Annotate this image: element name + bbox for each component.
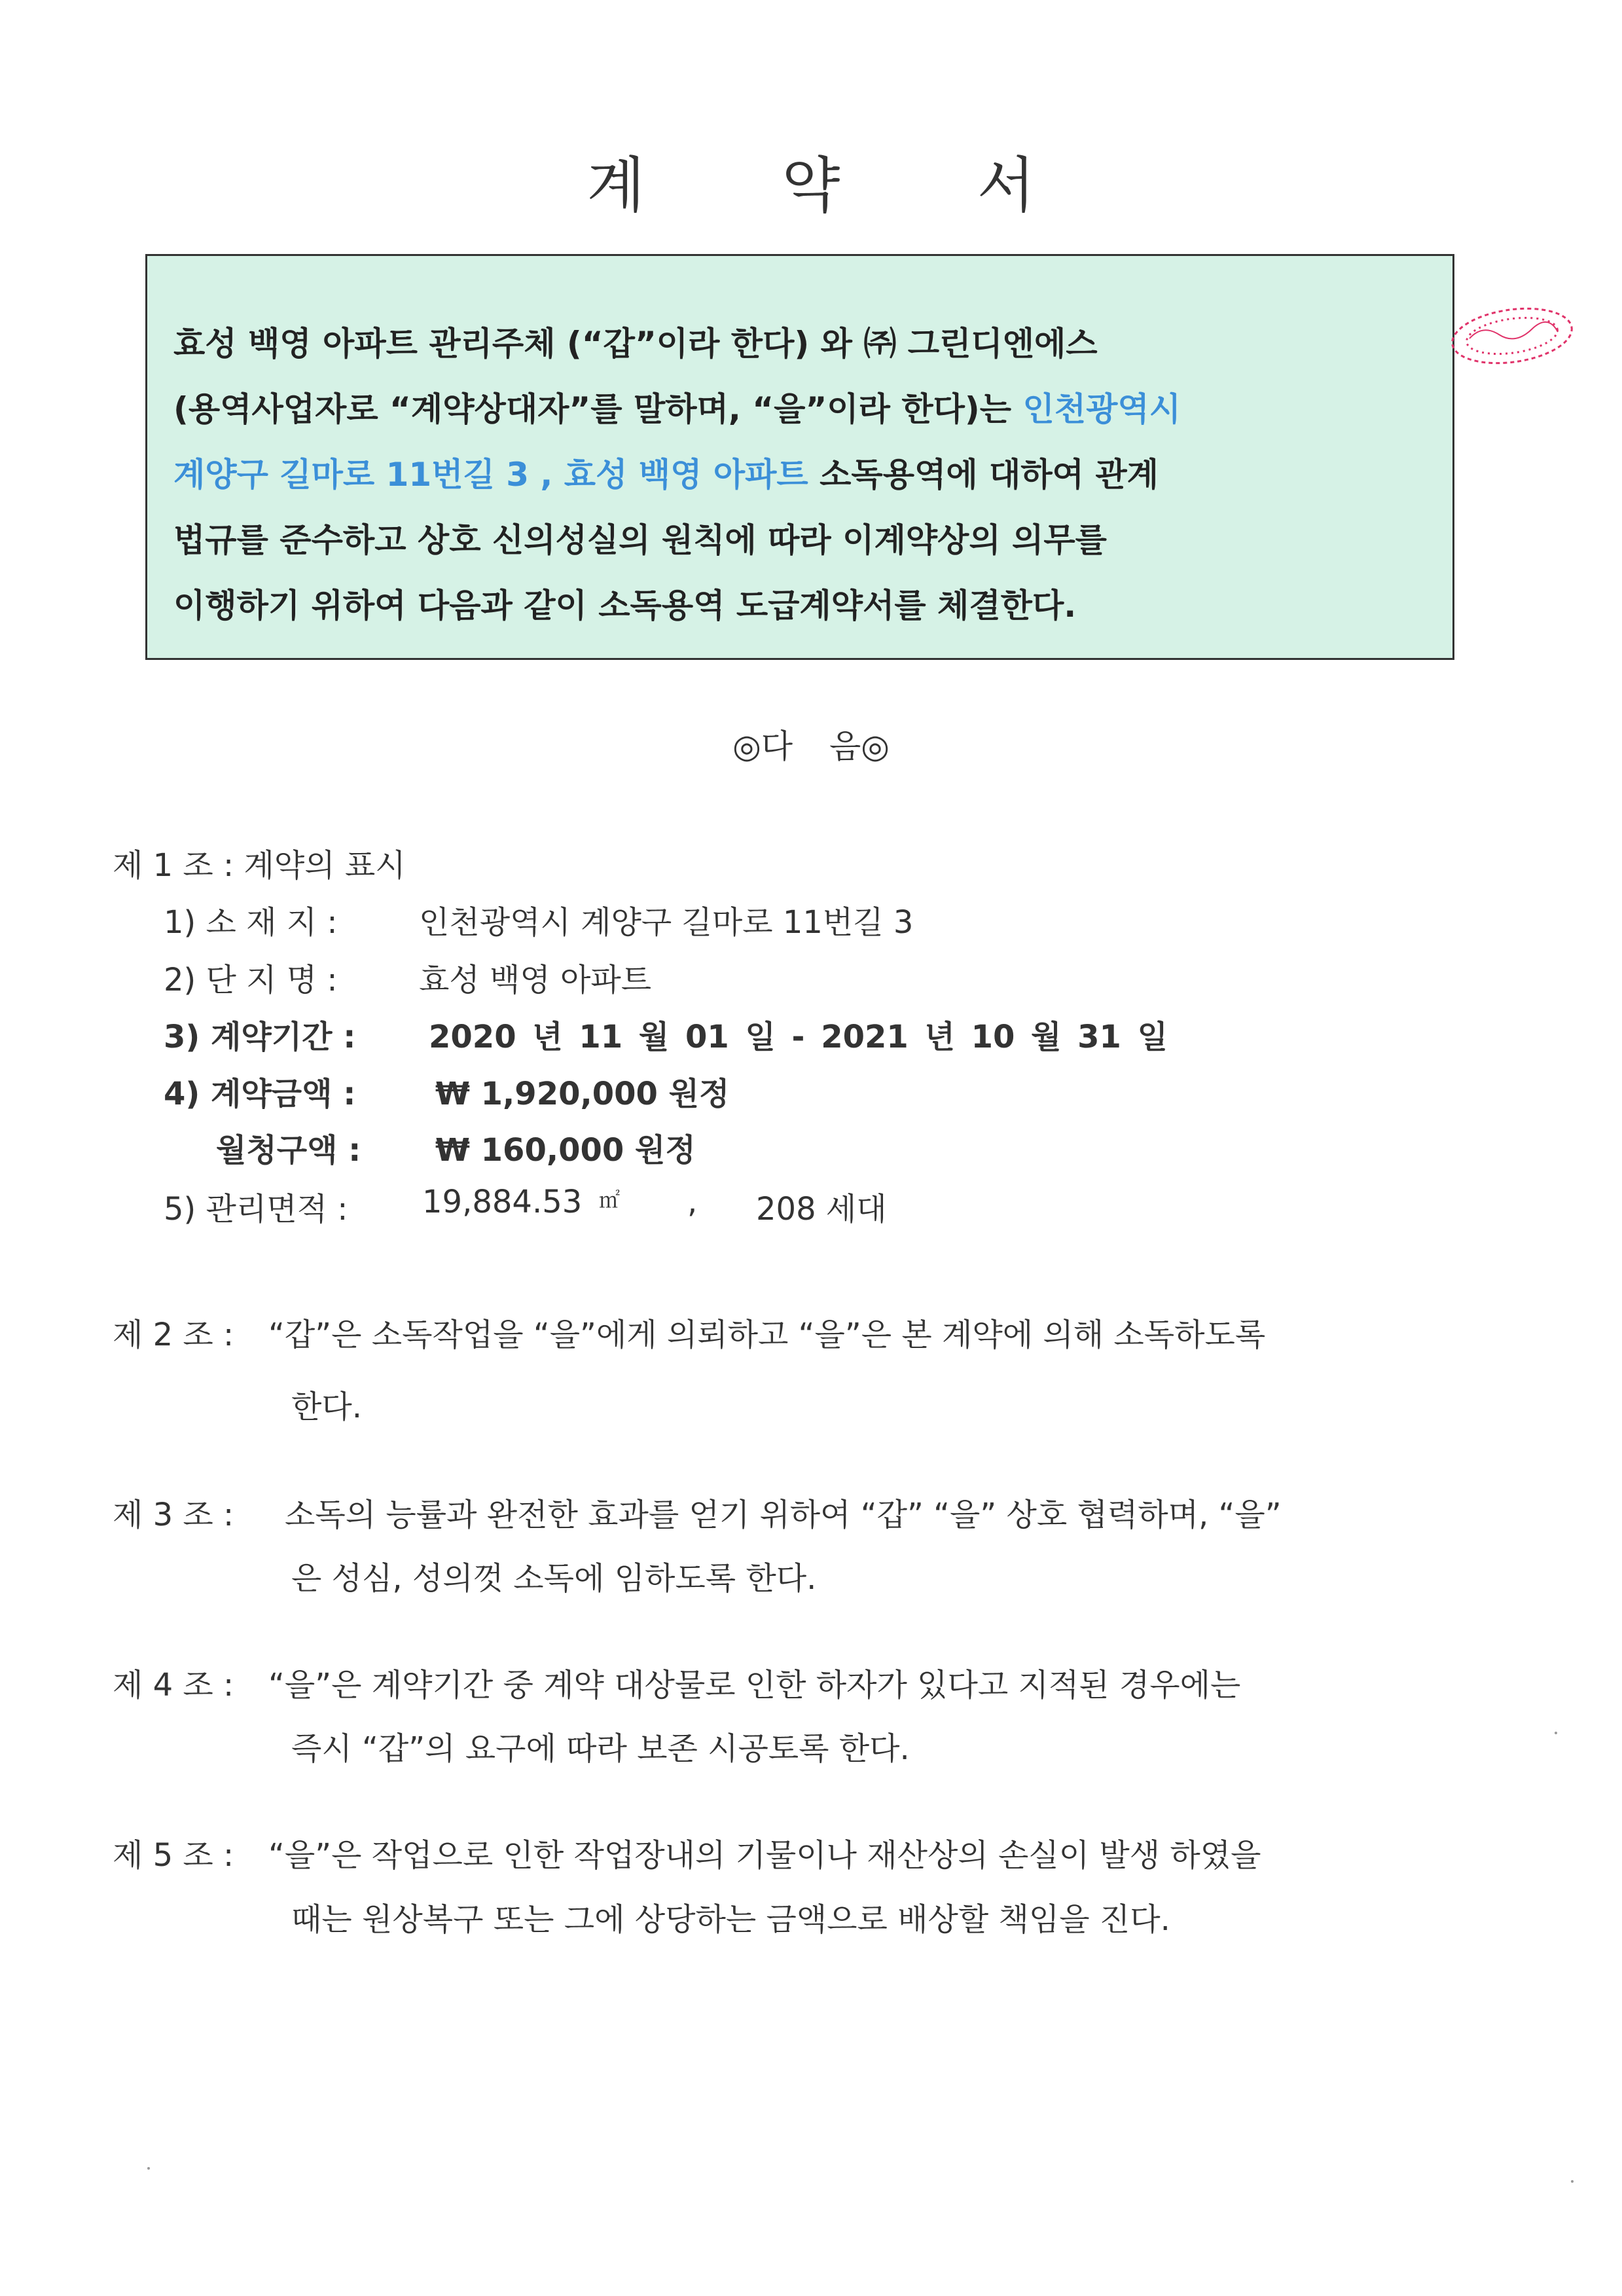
article-2-line-2: 한다.	[291, 1389, 362, 1425]
item-area-unit: ㎡	[599, 1188, 621, 1212]
item-period-value: 2020 년 11 월 01 일 - 2021 년 10 월 31 일	[429, 1019, 1168, 1055]
item-complex-value: 효성 백영 아파트	[419, 962, 652, 998]
item-monthly-label: 월청구액 :	[216, 1132, 361, 1169]
intro-address-highlight-2: 계양구 길마로 11번길 3 , 효성 백영 아파트	[173, 456, 808, 494]
item-area-value: 19,884.53	[422, 1184, 583, 1220]
intro-line-3	[173, 442, 1452, 507]
article-4-line-2: 즉시 “갑”의 요구에 따라 보존 시공토록 한다.	[291, 1730, 910, 1767]
seal-stamp-icon	[1443, 298, 1581, 370]
intro-line-2	[173, 376, 1452, 442]
intro-line-2-text: (용역사업자로 “계약상대자”를 말하며, “을”이라 한다)는	[173, 390, 1023, 428]
intro-address-highlight-1: 인천광역시	[1022, 390, 1181, 428]
item-area-separator: ,	[687, 1184, 698, 1220]
item-area-label: 5) 관리면적 :	[164, 1191, 348, 1228]
article-5-heading: 제 5 조 :	[113, 1837, 234, 1874]
article-4-heading: 제 4 조 :	[113, 1667, 234, 1704]
item-location-label: 1) 소 재 지 :	[164, 904, 338, 941]
scan-speck	[1555, 1732, 1557, 1734]
intro-box	[145, 254, 1454, 660]
intro-line-3-text: 소독용역에 대하여 관계	[808, 456, 1159, 494]
item-amount-value: ₩ 1,920,000 원정	[435, 1076, 730, 1112]
article-3-line-2: 은 성심, 성의껏 소독에 임하도록 한다.	[291, 1560, 817, 1597]
item-households-value: 208 세대	[756, 1191, 887, 1228]
intro-line-1: 효성 백영 아파트 관리주체 (“갑”이라 한다) 와 ㈜ 그린디엔에스	[173, 325, 1098, 363]
intro-line-4: 법규를 준수하고 상호 신의성실의 원칙에 따라 이계약상의 의무를	[173, 521, 1107, 559]
article-2-line-1: “갑”은 소독작업을 “을”에게 의뢰하고 “을”은 본 계약에 의해 소독하도록	[268, 1317, 1266, 1353]
section-heading-next: ◎다 음◎	[732, 727, 890, 765]
article-5-line-1: “을”은 작업으로 인한 작업장내의 기물이나 재산상의 손실이 발생 하였을	[268, 1837, 1261, 1874]
article-3-heading: 제 3 조 :	[113, 1497, 234, 1533]
intro-line-5: 이행하기 위하여 다음과 같이 소독용역 도급계약서를 체결한다.	[173, 587, 1077, 625]
scan-speck	[1571, 2180, 1574, 2183]
item-monthly-value: ₩ 160,000 원정	[435, 1132, 696, 1169]
article-5-line-2: 때는 원상복구 또는 그에 상당하는 금액으로 배상할 책임을 진다.	[291, 1901, 1170, 1938]
article-1-heading: 제 1 조 : 계약의 표시	[113, 847, 406, 884]
article-3-line-1: 소독의 능률과 완전한 효과를 얻기 위하여 “갑” “을” 상호 협력하며, “을”	[285, 1497, 1282, 1533]
scan-speck	[147, 2167, 150, 2170]
article-4-line-1: “을”은 계약기간 중 계약 대상물로 인한 하자가 있다고 지적된 경우에는	[268, 1667, 1241, 1704]
document-title: 계 약 서	[586, 151, 1094, 221]
item-location-value: 인천광역시 계양구 길마로 11번길 3	[419, 904, 914, 941]
item-complex-label: 2) 단 지 명 :	[164, 962, 338, 998]
article-2-heading: 제 2 조 :	[113, 1317, 234, 1353]
item-period-label: 3) 계약기간 :	[164, 1019, 356, 1055]
item-amount-label: 4) 계약금액 :	[164, 1076, 356, 1112]
